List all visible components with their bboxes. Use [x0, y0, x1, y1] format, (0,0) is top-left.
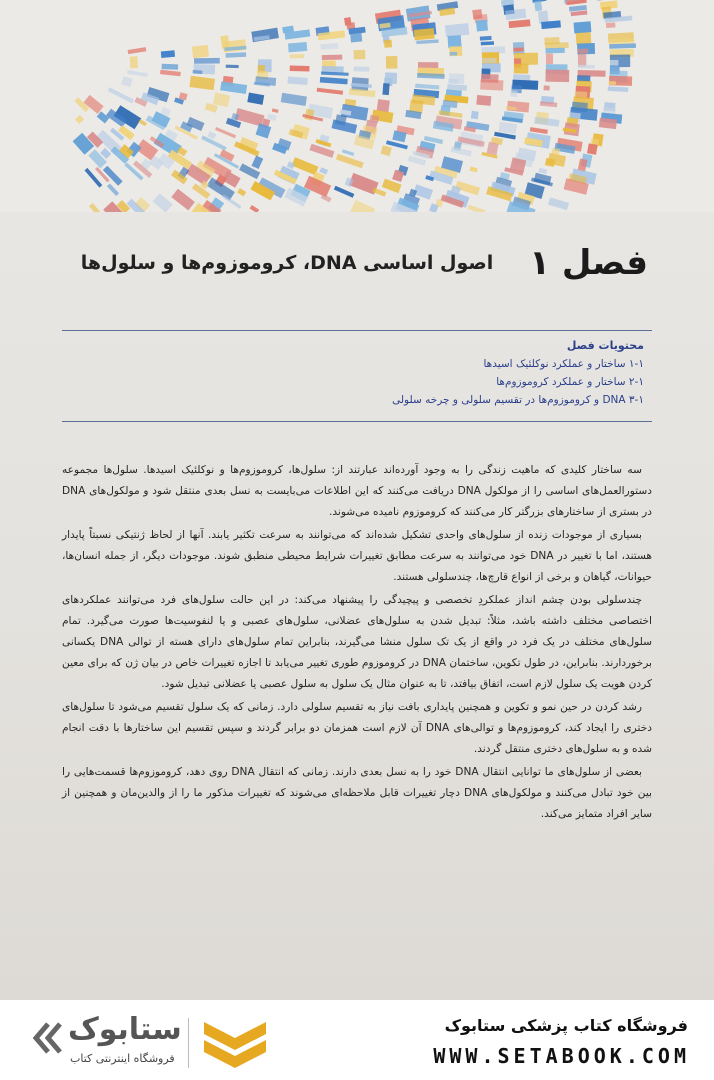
decor-tile	[546, 48, 565, 54]
store-url[interactable]: WWW.SETABOOK.COM	[433, 1044, 690, 1068]
decor-tile	[207, 131, 216, 139]
decor-tile	[476, 95, 491, 106]
decor-tile	[587, 143, 598, 154]
decor-tile	[321, 72, 349, 76]
decor-tile	[194, 58, 220, 64]
decor-tile	[448, 79, 458, 84]
decor-tile	[386, 56, 398, 69]
decor-tile	[103, 166, 123, 186]
chapter-contents	[62, 330, 652, 422]
decor-tile	[317, 88, 343, 95]
decor-tile	[97, 111, 110, 123]
decor-tile	[384, 40, 392, 48]
decor-tile	[161, 50, 175, 58]
decor-tile	[250, 205, 260, 212]
decor-tile	[578, 49, 589, 54]
decor-tile	[498, 122, 517, 135]
decor-tile	[272, 108, 279, 113]
decor-tile	[377, 99, 390, 112]
decor-tile	[416, 39, 438, 44]
decor-tile	[160, 70, 181, 77]
decor-tile	[354, 67, 370, 72]
decor-tile	[480, 36, 492, 41]
decor-tile	[350, 200, 375, 212]
decor-tile	[415, 84, 439, 90]
decor-tile	[571, 10, 588, 16]
decor-tile	[476, 20, 488, 32]
toc-heading: محتویات فصل	[566, 339, 644, 352]
chapter-number: فصل ۱	[529, 243, 648, 283]
header-decorative-art	[0, 0, 714, 212]
decor-tile	[319, 167, 328, 174]
store-footer	[0, 1000, 714, 1080]
decor-tile	[215, 127, 236, 138]
decor-tile	[510, 90, 517, 97]
decor-tile	[290, 54, 304, 58]
decor-tile	[287, 77, 307, 86]
decor-tile	[569, 5, 587, 12]
decor-tile	[320, 77, 348, 85]
decor-tile	[226, 52, 247, 57]
decor-tile	[509, 19, 531, 28]
decor-tile	[138, 119, 147, 126]
decor-tile	[606, 22, 616, 28]
decor-tile	[220, 81, 247, 94]
decor-tile	[189, 76, 215, 90]
decor-tile	[578, 65, 595, 69]
decor-tile	[470, 167, 478, 173]
decor-tile	[226, 65, 239, 69]
decor-tile	[445, 23, 469, 37]
store-name: فروشگاه کتاب پزشکی ستابوک	[444, 1016, 688, 1035]
logo-divider	[188, 1018, 189, 1068]
logo-arrows-icon	[30, 1020, 64, 1056]
decor-tile	[487, 142, 499, 155]
decor-tile	[288, 42, 307, 52]
decor-tile	[540, 101, 558, 107]
decor-tile	[514, 48, 524, 52]
store-logo[interactable]	[30, 1012, 280, 1072]
decor-tile	[380, 145, 391, 156]
decor-tile	[534, 0, 542, 11]
decor-tile	[372, 187, 386, 196]
decor-tile	[382, 83, 389, 95]
decor-tile	[127, 70, 148, 77]
decor-tile	[546, 54, 553, 65]
decor-tile	[153, 193, 173, 212]
decor-tile	[322, 55, 342, 60]
decor-tile	[414, 28, 435, 40]
toc-item: ۲-۱ ساختار و عملکرد کروموزوم‌ها	[496, 376, 644, 388]
decor-tile	[450, 146, 472, 156]
decor-tile	[171, 189, 195, 211]
decor-tile	[480, 79, 503, 90]
decor-tile	[544, 85, 550, 90]
decor-tile	[75, 115, 84, 124]
decor-tile	[599, 118, 617, 129]
paragraph: چندسلولی بودن چشم انداز عملکردِ تخصصی و پیچیدگی را پیشنهاد می‌کند: در این حالت سلول‌های فرد می‌توانند عملکردهای اختصاصی مختلف داشته باشد، مثلاً: تبدیل شدن به سلول‌های عضلانی، سلول‌های عصبی و یا لنفوسیت‌ها صورت می‌گیرد. تمام سلول‌های مختلف در یک فرد در واقع از یک تک سلول منشا می‌گیرند، بنابراین تمام سلول‌های دارای هسته از توالی DNA یکسانی برخوردارند. بنابراین، در طول تکوین، ساختمان DNA در کروموزوم طوری تغییر می‌یابد تا اجازه تغییرات خاص در بیان ژن که برای معین کردن هویت یک سلول لازم است، اتفاق بیافتد، تا به عنوان مثال یک سلول به سلول عصبی یا عضلانی تبدیل شود.	[62, 594, 653, 690]
logo-tagline: فروشگاه اینترنتی کتاب	[70, 1052, 175, 1065]
paragraph: بعضی از سلول‌های ما توانایی انتقال DNA خود را به نسل بعدی دارند. زمانی که انتقال DNA روی دهد، کروموزوم‌ها قسمت‌هایی را بین خود تبادل می‌کنند و مولکول‌های DNA دچار تغییرات قابل ملاحظه‌ای می‌شوند که تغییرات مذکور ما را از والدین‌مان و همچنین از سایر افراد متمایز می‌کند.	[62, 766, 652, 820]
decor-tile	[192, 45, 209, 58]
decor-tile	[237, 188, 246, 196]
decor-tile	[574, 21, 592, 33]
decor-tile	[107, 184, 119, 197]
decor-tile	[336, 154, 364, 168]
decor-tile	[609, 43, 636, 48]
decor-tile	[354, 50, 366, 60]
decor-tile	[548, 197, 569, 210]
toc-item: ۳-۱ DNA و کروموزوم‌ها در تقسیم سلولی و چرخه سلولی	[392, 394, 644, 406]
logo-chevron-icon	[202, 1016, 268, 1072]
decor-tile	[545, 70, 569, 83]
toc-item: ۱-۱ ساختار و عملکرد نوکلئیک اسیدها	[483, 358, 644, 370]
paragraph: بسیاری از موجودات زنده از سلول‌های واحدی تشکیل شده‌اند که می‌توانند به سرعت تکثیر یابند. آنها از لحاظ ژنتیکی نسبتاً پایدار هستند، اما با تغییر در DNA خود می‌توانند به سرعت مطابق تغییرات شرایط محیطی منطبق شوند. موجودات دیگر، از جمله انسان‌ها، حیوانات، گیاهان و برخی از انواع قارچ‌ها، چندسلولی هستند.	[62, 529, 652, 583]
decor-tile	[320, 43, 338, 50]
decor-tile	[350, 33, 362, 42]
decor-tile	[121, 76, 132, 87]
decor-tile	[609, 81, 616, 85]
decor-tile	[482, 58, 497, 63]
decor-tile	[108, 87, 134, 103]
chapter-heading	[40, 238, 648, 288]
decor-tile	[162, 64, 179, 70]
decor-tile	[467, 205, 485, 213]
decor-tile	[481, 41, 494, 45]
decor-tile	[334, 186, 355, 198]
decor-tile	[349, 88, 376, 97]
decor-tile	[128, 47, 147, 54]
decor-tile	[213, 92, 230, 107]
logo-wordmark: ستابوک	[68, 1012, 182, 1047]
decor-tile	[471, 111, 479, 119]
decor-tile	[251, 156, 263, 170]
paragraph: سه ساختار کلیدی که ماهیت زندگی را به وجود آورده‌اند عبارتند از: سلول‌ها، کروموزوم‌ها و نوکلئیک اسیدها. سلول‌ها مجموعه دستورالعمل‌های اساسی را از مولکول DNA دریافت می‌کنند که این اطلاعات می‌بایست به نسل بعدی منتقل شود و مولکول‌های DNA در بستری از ساختارهای بزرگتر کار می‌کنند که کروموزوم نامیده می‌شوند.	[62, 464, 652, 518]
paragraph: رشد کردن در حین نمو و تکوین و همچنین پایداری بافت نیاز به تقسیم سلولی دارد. زمانی که یک سلول تقسیم می‌شود تا سلول‌های دختری را ایجاد کند، کروموزوم‌ها و توالی‌های DNA آن لازم است همزمان دو برابر گردند و سپس تقسیم این ساختارها با دقت انجام شده و به سلول‌های دختری منتقل گردند.	[62, 701, 652, 755]
decor-tile	[514, 64, 529, 74]
decor-tile	[130, 56, 138, 68]
body-text	[62, 460, 652, 827]
decor-tile	[247, 93, 264, 105]
decor-tile	[281, 93, 307, 106]
decor-tile	[342, 149, 354, 156]
decor-tile	[538, 168, 547, 174]
chapter-title: اصول اساسی DNA، کروموزوم‌ها و سلول‌ها	[80, 252, 494, 274]
decor-tile	[450, 52, 458, 56]
decor-tile	[608, 86, 629, 92]
decor-tile	[545, 42, 569, 49]
decor-tile	[290, 66, 310, 72]
